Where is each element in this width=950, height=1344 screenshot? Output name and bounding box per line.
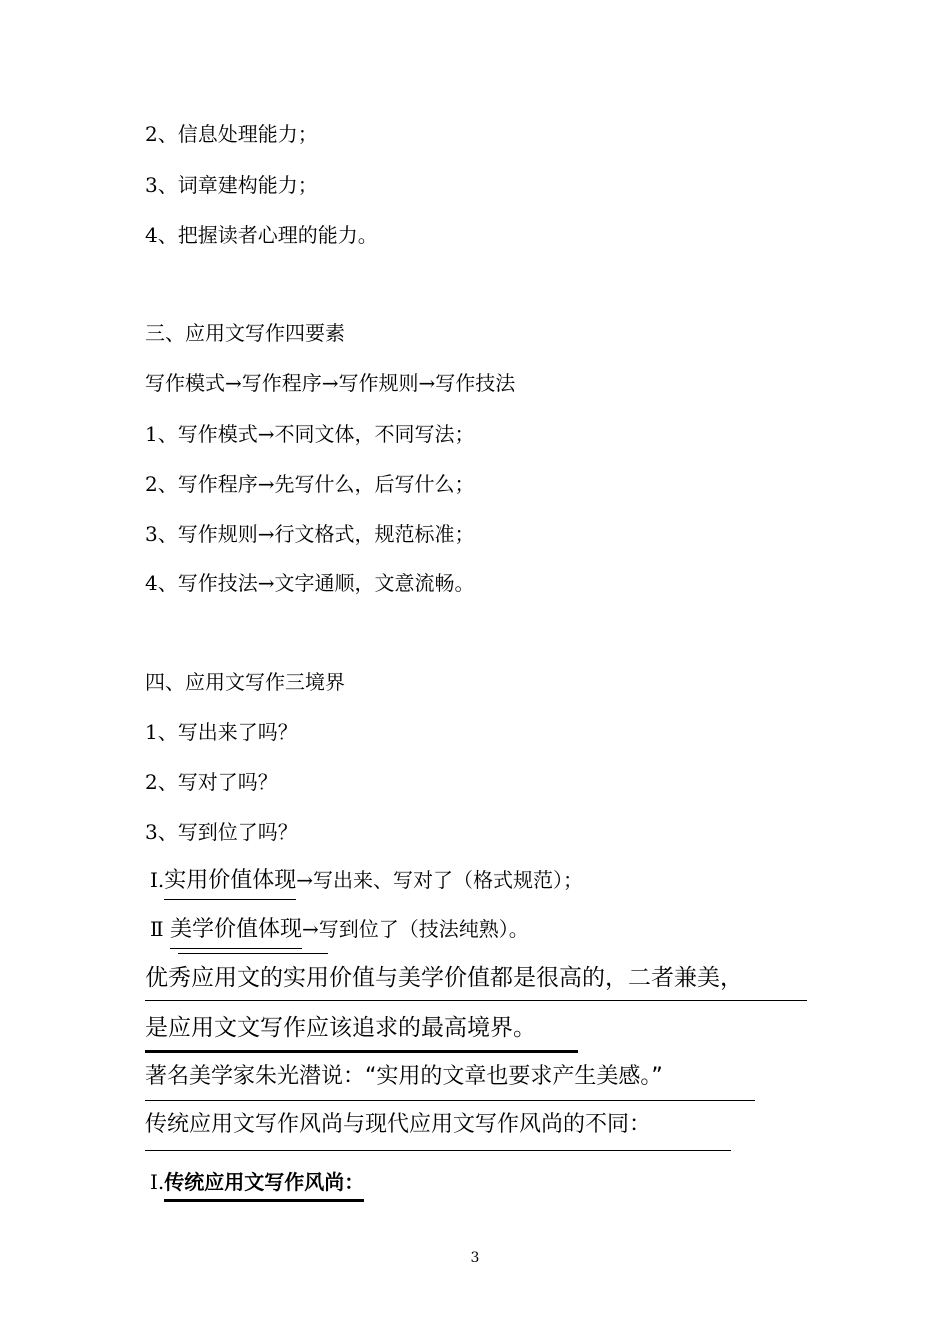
practical-value-prefix: Ⅰ. — [150, 868, 165, 892]
note-line-1: 优秀应用文的实用价值与美学价值都是很高的，二者兼美， — [145, 965, 743, 991]
contrast-rule — [145, 1150, 731, 1151]
practical-value-line — [150, 866, 583, 900]
section-3-item-4: 4、写作技法→文字通顺，文意流畅。 — [145, 571, 475, 595]
section-4-item-1: 1、写出来了吗？ — [145, 720, 298, 744]
quote-rule — [145, 1100, 755, 1101]
note-line-1-rule — [145, 1000, 807, 1001]
practical-value-desc: →写出来、写对了（格式规范）； — [296, 868, 584, 892]
aesthetic-term-rule — [178, 953, 328, 954]
section-4-heading: 四、应用文写作三境界 — [145, 670, 345, 694]
ability-item-4: 4、把握读者心理的能力。 — [145, 223, 378, 247]
aesthetic-value-term: 美学价值体现 — [170, 915, 302, 949]
practical-value-term: 实用价值体现 — [164, 866, 296, 900]
section-4-item-2: 2、写对了吗？ — [145, 770, 278, 794]
section-3-item-2: 2、写作程序→先写什么，后写什么； — [145, 472, 475, 496]
style-contrast-line: 传统应用文写作风尚与现代应用文写作风尚的不同： — [145, 1112, 652, 1137]
aesthetic-value-line — [150, 915, 529, 949]
traditional-style-line — [150, 1168, 364, 1202]
ability-item-2: 2、信息处理能力； — [145, 122, 318, 146]
note-line-2: 是应用文文写作应该追求的最高境界。 — [145, 1015, 536, 1041]
section-3-heading: 三、应用文写作四要素 — [145, 321, 345, 345]
section-3-item-1: 1、写作模式→不同文体，不同写法； — [145, 422, 475, 446]
section-4-item-3: 3、写到位了吗？ — [145, 820, 298, 844]
zhu-guangqian-quote: 著名美学家朱光潜说：“实用的文章也要求产生美感。” — [145, 1064, 663, 1089]
note-line-2-rule — [145, 1050, 578, 1053]
ability-item-3: 3、词章建构能力； — [145, 173, 318, 197]
section-3-flow: 写作模式→写作程序→写作规则→写作技法 — [145, 371, 516, 395]
aesthetic-value-desc: →写到位了（技法纯熟）。 — [301, 917, 529, 941]
traditional-style-prefix: Ⅰ. — [150, 1170, 165, 1194]
aesthetic-value-prefix: Ⅱ — [150, 917, 164, 941]
traditional-style-label: 传统应用文写作风尚： — [164, 1168, 364, 1202]
page-number: 3 — [470, 1250, 480, 1266]
section-3-item-3: 3、写作规则→行文格式，规范标准； — [145, 522, 475, 546]
